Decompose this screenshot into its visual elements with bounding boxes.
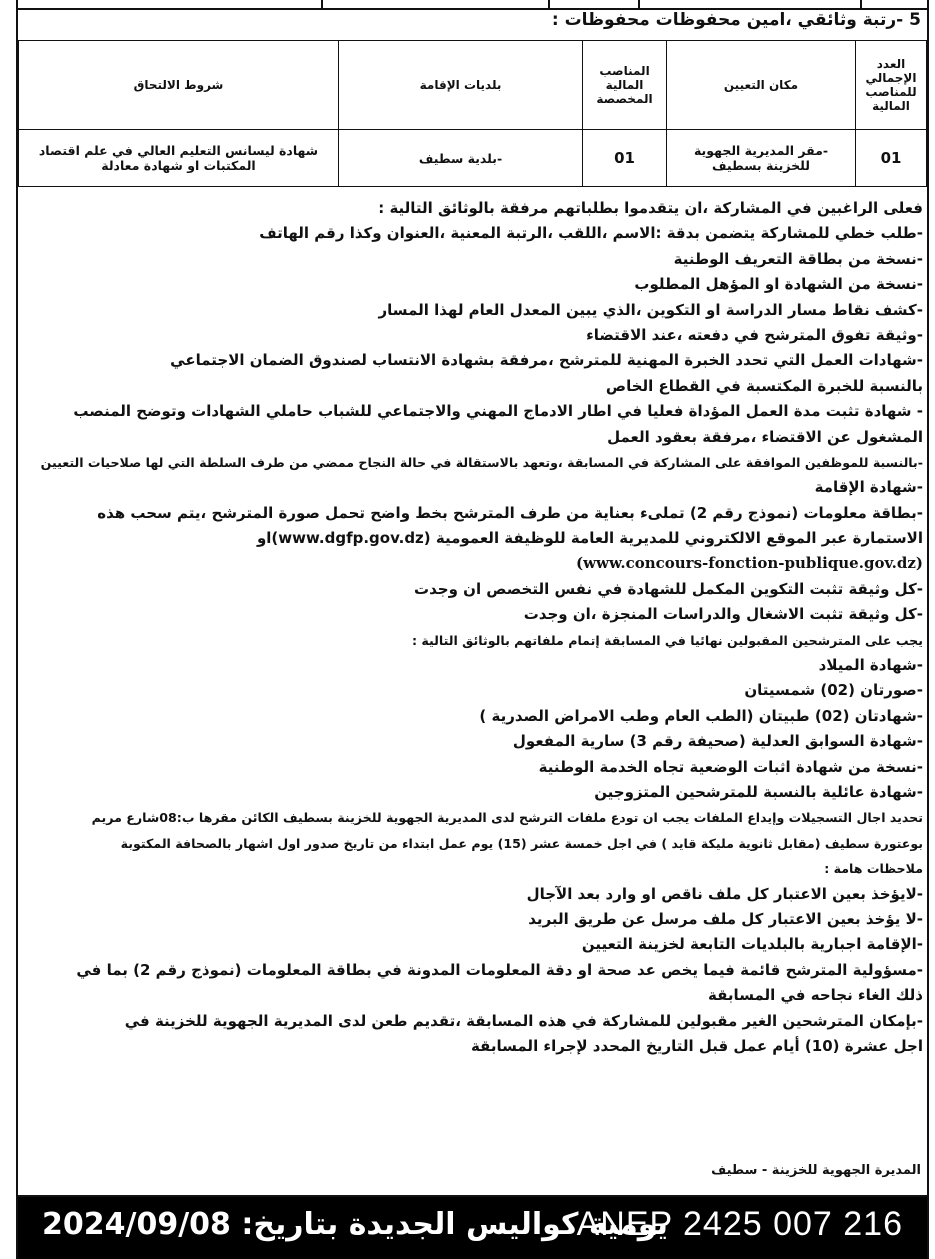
text-line: ملاحظات هامة : bbox=[824, 861, 923, 877]
text-line: فعلى الراغبين في المشاركة ،ان يتقدموا بطلباتهم مرفقة بالوثائق التالية : bbox=[378, 199, 923, 217]
text-line: بالنسبة للخبرة المكتسبة في القطاع الخاص bbox=[605, 376, 923, 395]
publication-footer bbox=[18, 1195, 927, 1259]
text-line: -شهادات العمل التي تحدد الخبرة المهنية للمترشح ،مرفقة بشهادة الانتساب لصندوق الضمان الاجتماعي bbox=[170, 351, 923, 370]
text-line: يجب على المترشحين المقبولين نهائيا في المسابقة إتمام ملفاتهم بالوثائق التالية : bbox=[411, 632, 923, 648]
text-line: -نسخة من الشهادة او المؤهل المطلوب bbox=[634, 275, 923, 294]
text-line: ذلك الغاء نجاحه في المسابقة bbox=[708, 986, 923, 1005]
text-line: -نسخة من بطاقة التعريف الوطنية bbox=[673, 249, 923, 268]
text-line: -مسؤولية المترشح قائمة فيما يخص عد صحة او دقة المعلومات المدونة في بطاقة المعلومات (نموذج رقم 2) بما في bbox=[76, 960, 923, 979]
text-line: -بالنسبة للموظفين الموافقة على المشاركة في المسابقة ،وتعهد بالاستقالة في حالة النجاح ممضي من طرف السلطة التي لها صلاحيات التعيين bbox=[40, 454, 923, 470]
text-line: -شهادة عائلية بالنسبة للمترشحين المتزوجين bbox=[594, 782, 923, 801]
text-line: -الإقامة اجبارية بالبلديات التابعة لخزينة التعيين bbox=[581, 935, 923, 954]
publication-date: يومية كواليس الجديدة بتاريخ: 2024/09/08 bbox=[42, 1207, 668, 1242]
header-residence-municipalities: بلديات الإقامة bbox=[339, 41, 583, 130]
text-line: -شهادة الإقامة bbox=[814, 478, 923, 497]
table-row bbox=[19, 130, 927, 187]
header-total-posts: العدد الإجمالي للمناصب المالية bbox=[856, 41, 927, 130]
header-assignment-place: مكان التعيين bbox=[667, 41, 856, 130]
text-line: بوعتورة سطيف (مقابل ثانوية مليكة قايد ) في اجل خمسة عشر (15) يوم عمل ابتداء من تاريخ صدور اول اشهار بالصحافة المكتوبة bbox=[120, 835, 923, 851]
cell-allocated-posts: 01 bbox=[583, 130, 667, 187]
text-line: -صورتان (02) شمسيتان bbox=[744, 681, 923, 700]
text-line: -شهادة الميلاد bbox=[818, 656, 923, 675]
anep-reference: ANEP 2425 007 216 bbox=[576, 1205, 903, 1243]
text-line: -كشف نقاط مسار الدراسة او التكوين ،الذي يبين المعدل العام لهذا المسار bbox=[378, 300, 923, 319]
table-header-row bbox=[19, 41, 927, 130]
cell-assignment-place: -مقر المديرية الجهوية للخزينة بسطيف bbox=[667, 130, 856, 187]
text-line: اجل عشرة (10) أيام عمل قبل التاريخ المحدد لإجراء المسابقة bbox=[470, 1036, 923, 1055]
text-line: -كل وثيقة تثبت التكوين المكمل للشهادة في نفس التخصص ان وجدت bbox=[414, 579, 923, 598]
cell-residence-municipalities: -بلدية سطيف bbox=[339, 130, 583, 187]
positions-table bbox=[18, 40, 927, 187]
text-line: -لا يؤخذ بعين الاعتبار كل ملف مرسل عن طريق البريد bbox=[528, 909, 923, 928]
signature: المديرة الجهوية للخزينة - سطيف bbox=[711, 1163, 921, 1178]
text-line: الاستمارة عبر الموقع الالكتروني للمديرية العامة للوظيفة العمومية (www.dgfp.gov.dz)او bbox=[256, 529, 923, 548]
cell-total-posts: 01 bbox=[856, 130, 927, 187]
text-line: -لايؤخذ بعين الاعتبار كل ملف ناقص او وارد بعد الآجال bbox=[526, 884, 923, 903]
text-line: -وثيقة تفوق المترشح في دفعته ،عند الاقتضاء bbox=[586, 325, 923, 344]
text-line: -بطاقة معلومات (نموذج رقم 2) تملىء بعناية من طرف المترشح بخط واضح تحمل صورة المترشح ،يتم سحب هذه bbox=[97, 503, 923, 522]
top-table-remnant bbox=[18, 0, 927, 10]
section-title: 5 -رتبة وثائقي ،امين محفوظات محفوظات : bbox=[551, 10, 921, 30]
text-line: -طلب خطي للمشاركة يتضمن بدقة :الاسم ،اللقب ،الرتبة المعنية ،العنوان وكذا رقم الهاتف bbox=[259, 224, 923, 243]
text-line: -بإمكان المترشحين الغير مقبولين للمشاركة في هذه المسابقة ،تقديم طعن لدى المديرية الجهوية للخزينة في bbox=[124, 1011, 923, 1030]
text-line: المشغول عن الاقتضاء ،مرفقة بعقود العمل bbox=[607, 427, 923, 446]
text-line: -نسخة من شهادة اثبات الوضعية تجاه الخدمة الوطنية bbox=[538, 757, 923, 776]
announcement-body bbox=[22, 196, 923, 1059]
cell-conditions: شهادة ليسانس التعليم العالي في علم اقتصاد المكتبات او شهادة معادلة bbox=[19, 130, 339, 187]
text-line: -شهادتان (02) طبيتان (الطب العام وطب الامراض الصدرية ) bbox=[479, 706, 923, 725]
text-line: تحديد اجال التسجيلات وإيداع الملفات يجب ان تودع ملفات الترشح لدى المديرية الجهوية للخزينة بسطيف الكائن مقرها ب:08شارع مريم bbox=[91, 810, 923, 826]
document-page bbox=[16, 0, 929, 1259]
text-line: - شهادة تثبت مدة العمل المؤداة فعليا في اطار الادماج المهني والاجتماعي للشباب حاملي الشهادات وتوضح المنصب bbox=[73, 402, 923, 421]
header-conditions: شروط الالتحاق bbox=[19, 41, 339, 130]
text-line: -شهادة السوابق العدلية (صحيفة رقم 3) سارية المفعول bbox=[512, 732, 923, 751]
text-line: -كل وثيقة تثبت الاشغال والدراسات المنجزة ،ان وجدت bbox=[523, 605, 923, 624]
header-allocated-posts: المناصب المالية المخصصة bbox=[583, 41, 667, 130]
text-line: (www.concours-fonction-publique.gov.dz) bbox=[576, 554, 923, 573]
